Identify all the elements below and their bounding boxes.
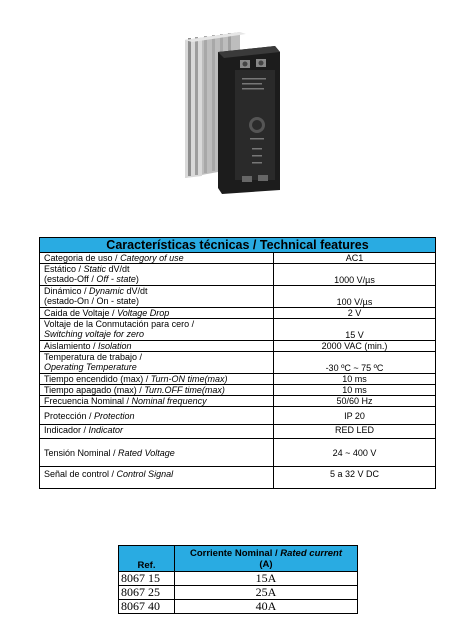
table-row	[40, 467, 436, 489]
row-value: RED LED	[274, 425, 436, 439]
row-value: 50/60 Hz	[274, 396, 436, 407]
reference-header-row	[119, 546, 358, 572]
table-row	[40, 286, 436, 308]
table-row	[40, 253, 436, 264]
row-label: Tensión Nominal / Rated Voltage	[40, 439, 274, 467]
row-label: Caida de Voltaje / Voltage Drop	[40, 308, 274, 319]
row-label: Aislamiento / Isolation	[40, 341, 274, 352]
table-row	[40, 396, 436, 407]
row-label: Dinámico / Dynamic dV/dt (estado-On / On - state)	[40, 286, 274, 308]
table-title: Características técnicas / Technical features	[40, 238, 436, 253]
current-cell: 25A	[175, 586, 358, 600]
row-label: Indicador / Indicator	[40, 425, 274, 439]
row-value: 24 ~ 400 V	[274, 439, 436, 467]
row-value: 2000 VAC (min.)	[274, 341, 436, 352]
row-value: 5 a 32 V DC	[274, 467, 436, 489]
row-value: IP 20	[274, 407, 436, 425]
table-row	[40, 407, 436, 425]
table-row	[40, 352, 436, 374]
table-row	[40, 308, 436, 319]
row-value: 1000 V/µs	[274, 264, 436, 286]
row-label: Estático / Static dV/dt (estado-Off / Off - state)	[40, 264, 274, 286]
current-cell: 40A	[175, 600, 358, 614]
reference-table	[118, 545, 358, 614]
table-row	[40, 439, 436, 467]
table-row	[119, 600, 358, 614]
row-value: 10 ms	[274, 374, 436, 385]
table-row	[119, 586, 358, 600]
table-row	[119, 572, 358, 586]
row-value: 15 V	[274, 319, 436, 341]
current-column-header: Corriente Nominal / Rated current (A)	[175, 546, 358, 572]
row-label: Frecuencia Nominal / Nominal frequency	[40, 396, 274, 407]
row-value: -30 ºC ~ 75 ºC	[274, 352, 436, 374]
row-label: Tiempo apagado (max) / Turn.OFF time(max)	[40, 385, 274, 396]
ref-column-header: Ref.	[119, 546, 175, 572]
table-row	[40, 341, 436, 352]
table-header-row	[40, 238, 436, 253]
row-label: Tiempo encendido (max) / Turn-ON time(max)	[40, 374, 274, 385]
ref-cell: 8067 15	[119, 572, 175, 586]
row-label: Protección / Protection	[40, 407, 274, 425]
row-label: Voltaje de la Conmutación para cero / Switching voltaje for zero	[40, 319, 274, 341]
row-label: Señal de control / Control Signal	[40, 467, 274, 489]
row-value: 100 V/µs	[274, 286, 436, 308]
ref-cell: 8067 40	[119, 600, 175, 614]
row-value: 2 V	[274, 308, 436, 319]
table-row	[40, 374, 436, 385]
row-value: 10 ms	[274, 385, 436, 396]
ref-cell: 8067 25	[119, 586, 175, 600]
table-row	[40, 385, 436, 396]
row-value: AC1	[274, 253, 436, 264]
technical-features-table	[39, 237, 436, 489]
table-row	[40, 425, 436, 439]
current-cell: 15A	[175, 572, 358, 586]
relay-body	[218, 46, 280, 194]
table-row	[40, 319, 436, 341]
table-row	[40, 264, 436, 286]
row-label: Categoria de uso / Category of use	[40, 253, 274, 264]
row-label: Temperatura de trabajo / Operating Temperature	[40, 352, 274, 374]
product-photo	[180, 30, 290, 195]
